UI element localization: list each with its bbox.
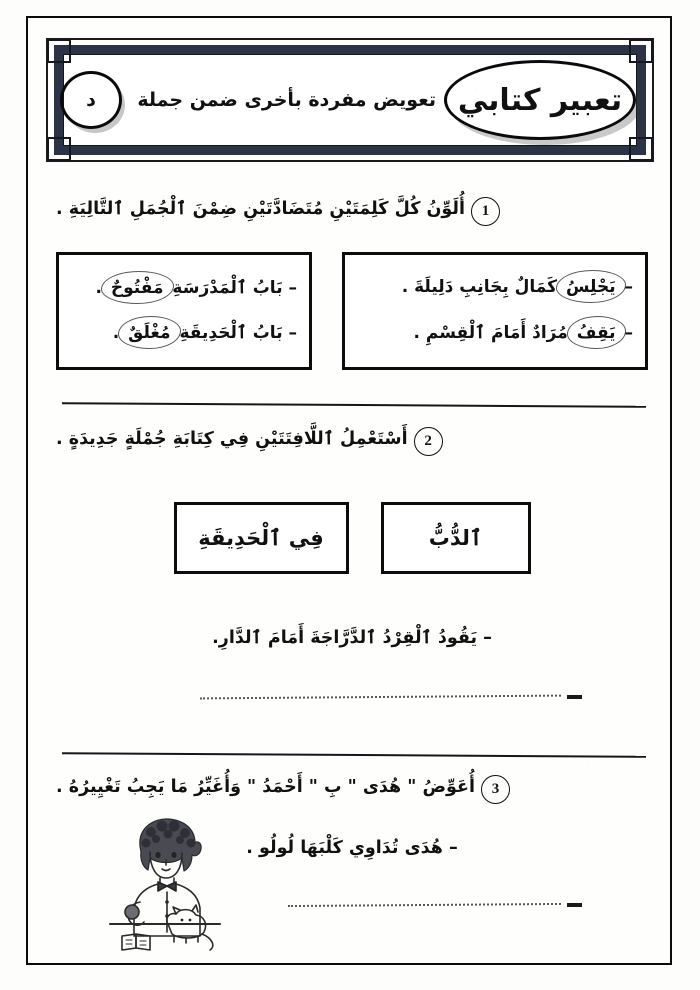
title-oval xyxy=(444,60,636,140)
sentence-box-right xyxy=(342,252,648,370)
answer-line-dash xyxy=(567,695,582,699)
pet-eye-left xyxy=(181,919,184,922)
bow-tie xyxy=(158,882,176,891)
exercise-3 xyxy=(56,774,648,804)
line-text-after: كَمَالٌ بِجَانِبِ دَلِيلَةَ . xyxy=(401,277,563,298)
exercise-2-instruction: أَسْتَعْمِلُ ٱللَّافِتَتَيْنِ فِي كِتَابَةِ جُمْلَةٍ جَدِيدَةٍ . xyxy=(56,429,408,449)
cotton-swab xyxy=(125,905,139,919)
circled-word: مُغْلَقٌ xyxy=(125,323,173,343)
word-card-noun xyxy=(381,502,531,574)
button-top xyxy=(165,900,169,904)
circled-word: مَفْتُوحٌ xyxy=(108,278,167,298)
line-prefix-dash: – xyxy=(624,322,633,343)
exercise-2-word-cards xyxy=(56,502,648,574)
eye-right xyxy=(171,852,176,858)
header-banner xyxy=(46,38,654,162)
line-prefix-dash: – xyxy=(624,277,633,298)
answer-line-dash xyxy=(567,903,582,907)
exercise-3-number: 3 xyxy=(481,775,510,804)
exercise-3-example-sentence: – هُدَى تُدَاوِي كَلْبَهَا لُولُو . xyxy=(246,838,458,858)
exercise-2-example-sentence: – يَقُودُ ٱلْقِرْدُ ٱلدَّرَّاجَةَ أَمَامَ ٱلدَّارِ. xyxy=(212,628,492,648)
exercise-1-instruction: أُلَوِّنُ كُلَّ كَلِمَتَيْنِ مُتَضَادَّتَيْنِ ضِمْنَ ٱلْجُمَلِ ٱلتَّالِيَةِ . xyxy=(56,199,465,219)
exercise-2-number: 2 xyxy=(414,427,443,456)
sentence-line xyxy=(357,277,633,297)
sentence-line xyxy=(71,277,297,298)
exercise-2-header xyxy=(56,426,648,456)
sentence-box-left xyxy=(56,252,312,370)
exercise-2 xyxy=(56,426,648,456)
exercise-1-header xyxy=(56,196,648,226)
line-text-before: بَابُ ٱلْحَدِيقَةِ xyxy=(173,323,283,343)
girl-treating-cat-illustration xyxy=(96,812,236,952)
sentence-line xyxy=(71,322,297,343)
line-text-after: . xyxy=(95,278,108,298)
line-text-after: . xyxy=(112,323,126,343)
word-card-phrase xyxy=(174,502,349,574)
mouth xyxy=(162,869,170,871)
page-subtitle: تعويض مفردة بأخرى ضمن جملة xyxy=(137,89,436,111)
line-prefix-dash: – xyxy=(288,278,297,298)
exercise-3-answer-line[interactable] xyxy=(288,898,582,912)
exercise-3-header xyxy=(56,774,648,804)
circled-word: يَجْلِسُ xyxy=(563,277,619,297)
word-card-label: ٱلدُّبُّ xyxy=(428,526,483,550)
answer-line-dots xyxy=(200,695,561,700)
level-badge xyxy=(60,71,122,129)
line-text-before: بَابُ ٱلْمَدْرَسَةِ xyxy=(166,278,283,298)
exercise-1-sentence-boxes xyxy=(56,252,648,370)
circled-word: يَقِفُ xyxy=(574,323,619,343)
pet-eye-right xyxy=(189,919,192,922)
sentence-line xyxy=(357,322,633,343)
page-title: تعبير كتابي xyxy=(457,82,623,118)
eye-left xyxy=(155,852,160,858)
word-card-label: فِي ٱلْحَدِيقَةِ xyxy=(198,526,324,550)
line-text-after: مُرَادٌ أَمَامَ ٱلْقِسْمِ . xyxy=(413,322,574,343)
line-prefix-dash: – xyxy=(288,323,297,343)
level-badge-label: د xyxy=(86,89,96,111)
answer-line-dots xyxy=(288,903,561,907)
exercise-3-instruction: أُعَوِّضُ " هُدَى " بِ " أَحْمَدُ " وَأُغَيِّرُ مَا يَجِبُ تَغْيِيرُهُ . xyxy=(56,777,475,797)
pet-tail xyxy=(202,934,213,950)
exercise-2-answer-line[interactable] xyxy=(200,690,582,704)
exercise-1 xyxy=(56,196,648,226)
banner-content xyxy=(64,54,636,146)
exercise-1-number: 1 xyxy=(471,197,500,226)
